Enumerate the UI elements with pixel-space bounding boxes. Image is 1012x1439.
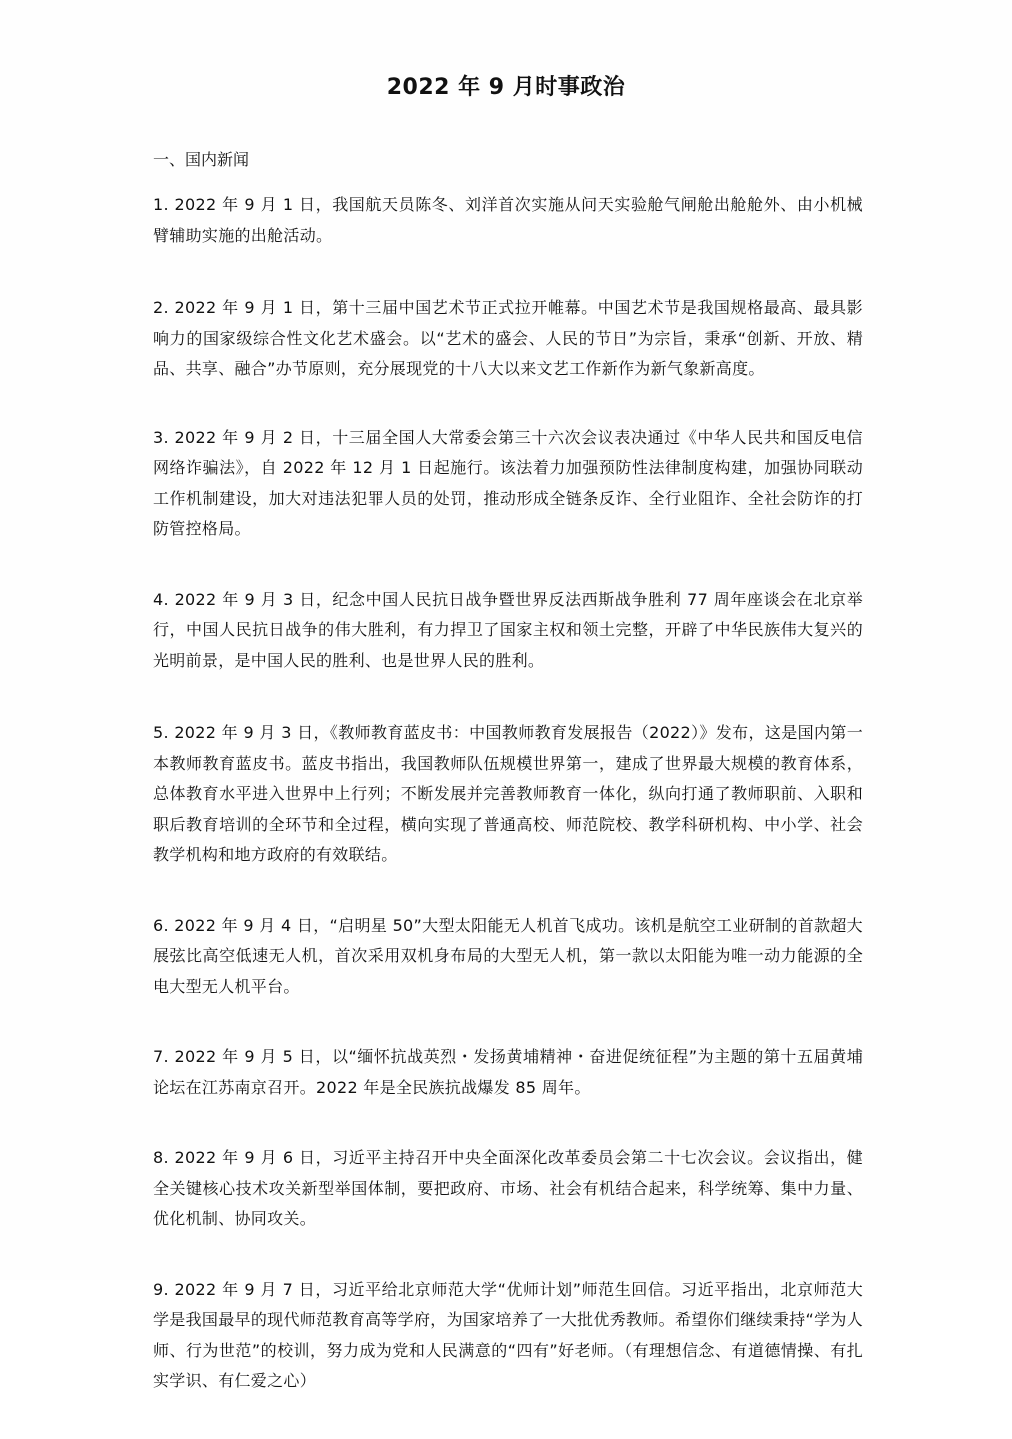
news-item: 3. 2022 年 9 月 2 日，十三届全国人大常委会第三十六次会议表决通过《中华人民共和国反电信网络诈骗法》，自 2022 年 12 月 1 日起施行。该法着力加强预防性法律制度构建，加强协同联动工作机制建设，加大对违法犯罪人员的处罚，推动形成全链条反诈、全行业阻诈、全社会防诈的打防管控格局。: [153, 427, 863, 538]
news-item: 5. 2022 年 9 月 3 日，《教师教育蓝皮书：中国教师教育发展报告（2022）》发布，这是国内第一本教师教育蓝皮书。蓝皮书指出，我国教师队伍规模世界第一，建成了世界最大规模的教育体系，总体教育水平进入世界中上行列；不断发展并完善教师教育一体化，纵向打通了教师职前、入职和职后教育培训的全环节和全过程，横向实现了普通高校、师范院校、教学科研机构、中小学、社会教学机构和地方政府的有效联结。: [153, 723, 863, 864]
news-item: 9. 2022 年 9 月 7 日，习近平给北京师范大学“优师计划”师范生回信。习近平指出，北京师范大学是我国最早的现代师范教育高等学府，为国家培养了一大批优秀教师。希望你们继续秉持“学为人师、行为世范”的校训，努力成为党和人民满意的“四有”好老师。（有理想信念、有道德情操、有扎实学识、有仁爱之心）: [153, 1279, 863, 1390]
news-item: 4. 2022 年 9 月 3 日，纪念中国人民抗日战争暨世界反法西斯战争胜利 77 周年座谈会在北京举行，中国人民抗日战争的伟大胜利，有力捍卫了国家主权和领土完整，开辟了中华民族伟大复兴的光明前景，是中国人民的胜利、也是世界人民的胜利。: [153, 589, 863, 670]
page-title: 2022 年 9 月时事政治: [386, 75, 626, 100]
news-item: 1. 2022 年 9 月 1 日，我国航天员陈冬、刘洋首次实施从问天实验舱气闸舱出舱舱外、由小机械臂辅助实施的出舱活动。: [153, 195, 863, 245]
news-item: 8. 2022 年 9 月 6 日，习近平主持召开中央全面深化改革委员会第二十七次会议。会议指出，健全关键核心技术攻关新型举国体制，要把政府、市场、社会有机结合起来，科学统筹、集中力量、优化机制、协同攻关。: [153, 1148, 863, 1228]
news-item: 6. 2022 年 9 月 4 日，“启明星 50”大型太阳能无人机首飞成功。该机是航空工业研制的首款超大展弦比高空低速无人机，首次采用双机身布局的大型无人机，第一款以太阳能为唯一动力能源的全电大型无人机平台。: [153, 915, 863, 996]
news-list: [153, 190, 863, 1439]
news-item: 2. 2022 年 9 月 1 日，第十三届中国艺术节正式拉开帷幕。中国艺术节是我国规格最高、最具影响力的国家级综合性文化艺术盛会。以“艺术的盛会、人民的节日”为宗旨，秉承“创新、开放、精品、共享、融合”办节原则，充分展现党的十八大以来文艺工作新作为新气象新高度。: [153, 298, 863, 378]
news-item: 7. 2022 年 9 月 5 日，以“缅怀抗战英烈・发扬黄埔精神・奋进促统征程”为主题的第十五届黄埔论坛在江苏南京召开。2022 年是全民族抗战爆发 85 周年。: [153, 1047, 863, 1097]
section-heading: 一、国内新闻: [153, 150, 250, 169]
